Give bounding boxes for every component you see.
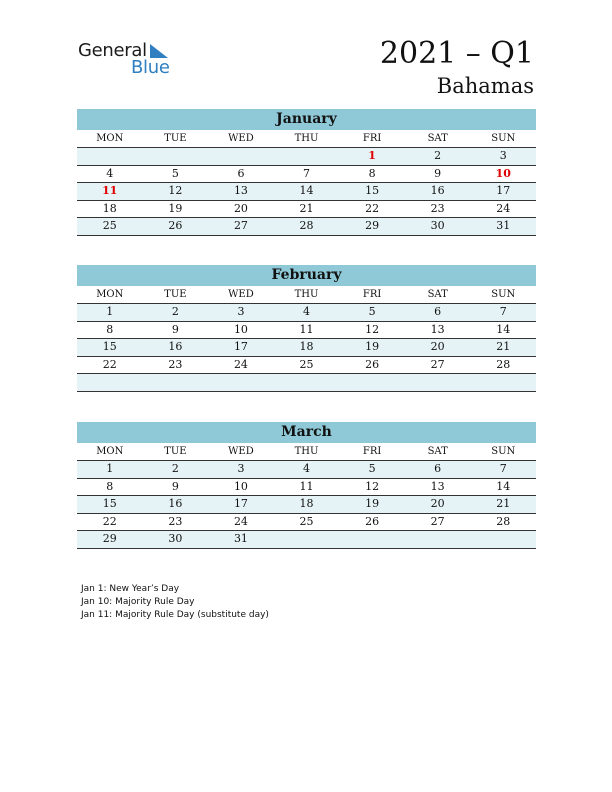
day-cell: 2 bbox=[434, 149, 442, 162]
day-cell: 9 bbox=[171, 479, 179, 493]
day-cell: 21 bbox=[299, 201, 314, 215]
day-cell: 10 bbox=[495, 166, 511, 180]
day-cell: 6 bbox=[434, 305, 442, 318]
empty-day-cell bbox=[274, 374, 340, 391]
day-cell: 27 bbox=[233, 219, 248, 232]
day-cell: 20 bbox=[430, 340, 445, 353]
day-cell: 11 bbox=[299, 479, 314, 493]
weekday-label: MON bbox=[96, 133, 124, 144]
weekday-label: THU bbox=[294, 446, 319, 457]
day-cell: 5 bbox=[368, 462, 376, 475]
empty-day-cell bbox=[405, 374, 471, 391]
day-cell: 16 bbox=[168, 497, 183, 510]
weekday-label: FRI bbox=[362, 289, 382, 300]
week-row bbox=[77, 201, 536, 219]
day-cell: 19 bbox=[365, 340, 380, 353]
empty-day-cell bbox=[77, 148, 143, 165]
day-cell: 18 bbox=[299, 340, 314, 353]
day-cell: 29 bbox=[365, 219, 380, 232]
day-cell: 21 bbox=[496, 340, 511, 353]
weekday-label: WED bbox=[228, 446, 254, 457]
weekday-header-row bbox=[77, 286, 536, 304]
empty-day-cell bbox=[77, 374, 143, 391]
day-cell: 2 bbox=[171, 305, 179, 318]
empty-day-cell bbox=[143, 374, 209, 391]
logo-blue-text: Blue bbox=[131, 57, 170, 78]
month-title: February bbox=[77, 265, 536, 286]
day-cell: 21 bbox=[496, 497, 511, 510]
day-cell: 8 bbox=[106, 322, 114, 336]
day-cell: 16 bbox=[168, 340, 183, 353]
day-cell: 4 bbox=[106, 166, 114, 180]
weekday-label: SAT bbox=[427, 289, 448, 300]
weekday-label: SUN bbox=[491, 133, 516, 144]
weekday-label: SUN bbox=[491, 446, 516, 457]
day-cell: 24 bbox=[496, 201, 511, 215]
month-march bbox=[77, 422, 536, 549]
day-cell: 3 bbox=[499, 149, 507, 162]
day-cell: 4 bbox=[303, 462, 311, 475]
day-cell: 28 bbox=[496, 514, 511, 528]
day-cell: 12 bbox=[365, 322, 380, 336]
logo bbox=[78, 40, 178, 80]
day-cell: 4 bbox=[303, 305, 311, 318]
day-cell: 11 bbox=[102, 184, 118, 197]
day-cell: 14 bbox=[496, 322, 511, 336]
day-cell: 23 bbox=[168, 514, 183, 528]
day-cell: 10 bbox=[233, 322, 248, 336]
week-row bbox=[77, 304, 536, 322]
day-cell: 9 bbox=[171, 322, 179, 336]
empty-day-cell bbox=[405, 531, 471, 548]
day-cell: 22 bbox=[365, 201, 380, 215]
weekday-label: THU bbox=[294, 289, 319, 300]
day-cell: 5 bbox=[368, 305, 376, 318]
day-cell: 8 bbox=[368, 166, 376, 180]
weekday-label: MON bbox=[96, 446, 124, 457]
day-cell: 17 bbox=[233, 340, 248, 353]
day-cell: 6 bbox=[237, 166, 245, 180]
weekday-header-row bbox=[77, 130, 536, 148]
day-cell: 24 bbox=[233, 357, 248, 371]
week-row bbox=[77, 166, 536, 184]
day-cell: 20 bbox=[233, 201, 248, 215]
day-cell: 28 bbox=[299, 219, 314, 232]
day-cell: 22 bbox=[102, 357, 117, 371]
day-cell: 8 bbox=[106, 479, 114, 493]
holiday-notes bbox=[81, 583, 269, 622]
day-cell: 25 bbox=[102, 219, 117, 232]
day-cell: 17 bbox=[496, 184, 511, 197]
day-cell: 13 bbox=[233, 184, 248, 197]
empty-day-cell bbox=[274, 148, 340, 165]
empty-day-cell bbox=[339, 531, 405, 548]
weekday-label: SUN bbox=[491, 289, 516, 300]
empty-day-cell bbox=[470, 374, 536, 391]
weekday-label: WED bbox=[228, 133, 254, 144]
day-cell: 31 bbox=[233, 532, 248, 545]
logo-general-text: General bbox=[78, 40, 147, 61]
week-row bbox=[77, 183, 536, 201]
day-cell: 22 bbox=[102, 514, 117, 528]
empty-day-cell bbox=[274, 531, 340, 548]
day-cell: 1 bbox=[106, 462, 114, 475]
day-cell: 29 bbox=[102, 532, 117, 545]
week-row bbox=[77, 218, 536, 236]
day-cell: 23 bbox=[430, 201, 445, 215]
weekday-label: FRI bbox=[362, 446, 382, 457]
day-cell: 18 bbox=[102, 201, 117, 215]
day-cell: 16 bbox=[430, 184, 445, 197]
page-subtitle: Bahamas bbox=[436, 74, 534, 98]
month-january bbox=[77, 109, 536, 236]
holiday-note: Jan 1: New Year’s Day bbox=[81, 584, 180, 594]
week-row bbox=[77, 531, 536, 549]
week-row bbox=[77, 339, 536, 357]
day-cell: 23 bbox=[168, 357, 183, 371]
day-cell: 2 bbox=[171, 462, 179, 475]
day-cell: 20 bbox=[430, 497, 445, 510]
day-cell: 3 bbox=[237, 462, 245, 475]
week-row bbox=[77, 479, 536, 497]
day-cell: 19 bbox=[168, 201, 183, 215]
day-cell: 6 bbox=[434, 462, 442, 475]
page-title: 2021 – Q1 bbox=[379, 36, 534, 71]
week-row bbox=[77, 496, 536, 514]
day-cell: 12 bbox=[168, 184, 183, 197]
day-cell: 24 bbox=[233, 514, 248, 528]
day-cell: 26 bbox=[365, 357, 380, 371]
weekday-label: THU bbox=[294, 133, 319, 144]
day-cell: 7 bbox=[303, 166, 311, 180]
week-row bbox=[77, 322, 536, 340]
weekday-label: FRI bbox=[362, 133, 382, 144]
day-cell: 14 bbox=[299, 184, 314, 197]
month-february bbox=[77, 265, 536, 392]
day-cell: 25 bbox=[299, 357, 314, 371]
day-cell: 25 bbox=[299, 514, 314, 528]
weekday-label: TUE bbox=[164, 289, 187, 300]
day-cell: 15 bbox=[365, 184, 380, 197]
day-cell: 3 bbox=[237, 305, 245, 318]
weekday-label: MON bbox=[96, 289, 124, 300]
day-cell: 1 bbox=[106, 305, 114, 318]
day-cell: 15 bbox=[102, 497, 117, 510]
week-row bbox=[77, 461, 536, 479]
weekday-label: TUE bbox=[164, 133, 187, 144]
day-cell: 10 bbox=[233, 479, 248, 493]
day-cell: 7 bbox=[499, 462, 507, 475]
day-cell: 13 bbox=[430, 479, 445, 493]
day-cell: 7 bbox=[499, 305, 507, 318]
day-cell: 18 bbox=[299, 497, 314, 510]
weekday-header-row bbox=[77, 443, 536, 461]
week-row bbox=[77, 514, 536, 532]
weekday-label: WED bbox=[228, 289, 254, 300]
weekday-label: SAT bbox=[427, 446, 448, 457]
empty-day-cell bbox=[208, 148, 274, 165]
day-cell: 27 bbox=[430, 357, 445, 371]
day-cell: 15 bbox=[102, 340, 117, 353]
weekday-label: SAT bbox=[427, 133, 448, 144]
day-cell: 12 bbox=[365, 479, 380, 493]
day-cell: 19 bbox=[365, 497, 380, 510]
holiday-note: Jan 10: Majority Rule Day bbox=[81, 597, 195, 607]
day-cell: 17 bbox=[233, 497, 248, 510]
day-cell: 31 bbox=[496, 219, 511, 232]
day-cell: 5 bbox=[171, 166, 179, 180]
day-cell: 26 bbox=[168, 219, 183, 232]
day-cell: 13 bbox=[430, 322, 445, 336]
day-cell: 14 bbox=[496, 479, 511, 493]
week-row bbox=[77, 374, 536, 392]
holiday-note: Jan 11: Majority Rule Day (substitute day) bbox=[81, 610, 269, 620]
day-cell: 1 bbox=[368, 149, 376, 162]
day-cell: 26 bbox=[365, 514, 380, 528]
week-row bbox=[77, 357, 536, 375]
day-cell: 30 bbox=[430, 219, 445, 232]
day-cell: 11 bbox=[299, 322, 314, 336]
weekday-label: TUE bbox=[164, 446, 187, 457]
month-title: March bbox=[77, 422, 536, 443]
empty-day-cell bbox=[470, 531, 536, 548]
day-cell: 28 bbox=[496, 357, 511, 371]
empty-day-cell bbox=[143, 148, 209, 165]
day-cell: 9 bbox=[434, 166, 442, 180]
day-cell: 30 bbox=[168, 532, 183, 545]
month-title: January bbox=[77, 109, 536, 130]
empty-day-cell bbox=[208, 374, 274, 391]
week-row bbox=[77, 148, 536, 166]
day-cell: 27 bbox=[430, 514, 445, 528]
empty-day-cell bbox=[339, 374, 405, 391]
